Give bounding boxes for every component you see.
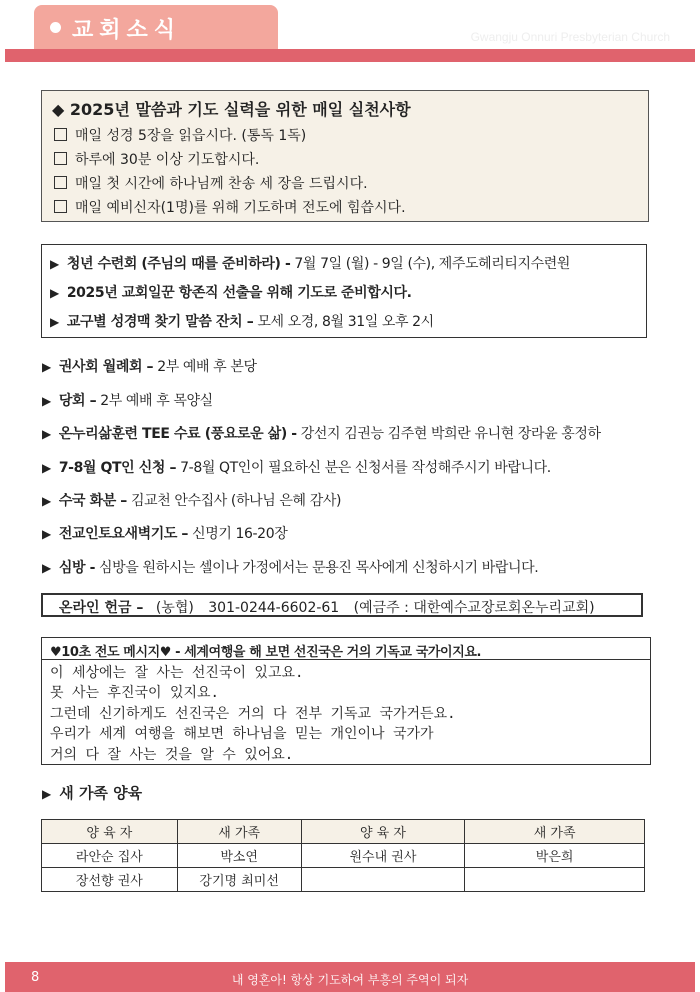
triangle-right-icon: ▶ <box>50 257 59 271</box>
heart-icon: ♥ <box>159 645 172 660</box>
event-line: ▶ 2025년 교회일꾼 항존직 선출을 위해 기도로 준비합시다. <box>50 285 412 301</box>
triangle-right-icon: ▶ <box>42 394 51 408</box>
table-header-row: 양 육 자 새 가족 양 육 자 새 가족 <box>42 820 645 844</box>
news-item: ▶ 당회 – 2부 예배 후 목양실 <box>42 393 213 409</box>
news-item: ▶ 권사회 월례회 – 2부 예배 후 본당 <box>42 359 257 375</box>
checkbox-icon <box>54 176 67 189</box>
daily-practice-box <box>41 90 649 222</box>
events-box <box>41 244 647 338</box>
news-item: ▶ 온누리삶훈련 TEE 수료 (풍요로운 삶) - 강선지 김권능 김주현 박희란 유니현 장라윤 홍정하 <box>42 426 601 442</box>
triangle-right-icon: ▶ <box>42 360 51 374</box>
news-item: ▶ 심방 - 심방을 원하시는 셀이나 가정에서는 문용진 목사에게 신청하시기 바랍니다. <box>42 560 539 576</box>
triangle-right-icon: ▶ <box>42 461 51 475</box>
triangle-right-icon: ▶ <box>42 561 51 575</box>
table-row: 장선향 권사 강기명 최미선 <box>42 868 645 892</box>
heart-icon: ♥ <box>50 645 62 660</box>
online-offering-box: 온라인 헌금 – (농협) 301-0244-6602-61 (예금주 : 대한예수교장로회온누리교회) <box>41 593 643 617</box>
practice-item: 매일 예비신자(1명)를 위해 기도하며 전도에 힘씁시다. <box>54 197 406 217</box>
section-title: 교회소식 <box>72 18 182 43</box>
triangle-right-icon: ▶ <box>42 427 51 441</box>
event-line: ▶ 청년 수련회 (주님의 때를 준비하라) - 7월 7일 (월) - 9일 (수), 제주도헤리티지수련원 <box>50 256 571 272</box>
adoption-table <box>41 819 645 892</box>
footer-motto: 내 영혼아! 항상 기도하여 부흥의 주역이 되자 <box>231 973 469 987</box>
page-number: 8 <box>31 970 40 985</box>
bullet-dot-icon <box>50 22 61 33</box>
news-item: ▶ 수국 화분 – 김교천 안수집사 (하나님 은혜 감사) <box>42 493 342 509</box>
adoption-title: ▶ 새 가족 양육 <box>42 784 143 802</box>
evangelism-heading: ♥10초 전도 메시지♥ - 세계여행을 해 보면 선진국은 거의 기독교 국가이지요. <box>42 638 650 660</box>
practice-item: 매일 첫 시간에 하나님께 찬송 세 장을 드립시다. <box>54 173 368 193</box>
footer-bar <box>5 962 695 992</box>
practice-item: 매일 성경 5장을 읽읍시다. (통독 1독) <box>54 125 306 145</box>
header-tab <box>34 5 278 49</box>
triangle-right-icon: ▶ <box>42 494 51 508</box>
evangelism-body: 이 세상에는 잘 사는 선진국이 있고요. 못 사는 후진국이 있지요. 그런데 신기하게도 선진국은 거의 다 전부 기독교 국가거든요. 우리가 세계 여행을 해보면 하나님을 믿는 개인이나 국가가 거의 다 잘 사는 것을 알 수 있어요. <box>50 665 456 763</box>
church-name: Gwangju Onnuri Presbyterian Church <box>470 30 670 44</box>
triangle-right-icon: ▶ <box>50 315 59 329</box>
header-bar <box>5 49 695 62</box>
daily-practice-heading: ◆ 2025년 말씀과 기도 실력을 위한 매일 실천사항 <box>52 100 411 119</box>
checkbox-icon <box>54 128 67 141</box>
news-item: ▶ 7-8월 QT인 신청 – 7-8월 QT인이 필요하신 분은 신청서를 작성해주시기 바랍니다. <box>42 460 551 476</box>
table-row: 라안순 집사 박소연 원수내 권사 박은희 <box>42 844 645 868</box>
evangelism-message-box <box>41 637 651 765</box>
triangle-right-icon: ▶ <box>42 527 51 541</box>
account-number: 301-0244-6602-61 <box>208 600 340 616</box>
practice-item: 하루에 30분 이상 기도합시다. <box>54 149 259 169</box>
checkbox-icon <box>54 200 67 213</box>
news-item: ▶ 전교인토요새벽기도 – 신명기 16-20장 <box>42 526 288 542</box>
event-line: ▶ 교구별 성경맥 찾기 말씀 잔치 – 모세 오경, 8월 31일 오후 2시 <box>50 314 434 330</box>
triangle-right-icon: ▶ <box>50 286 59 300</box>
diamond-icon: ◆ <box>52 100 65 119</box>
triangle-right-icon: ▶ <box>42 787 52 801</box>
checkbox-icon <box>54 152 67 165</box>
